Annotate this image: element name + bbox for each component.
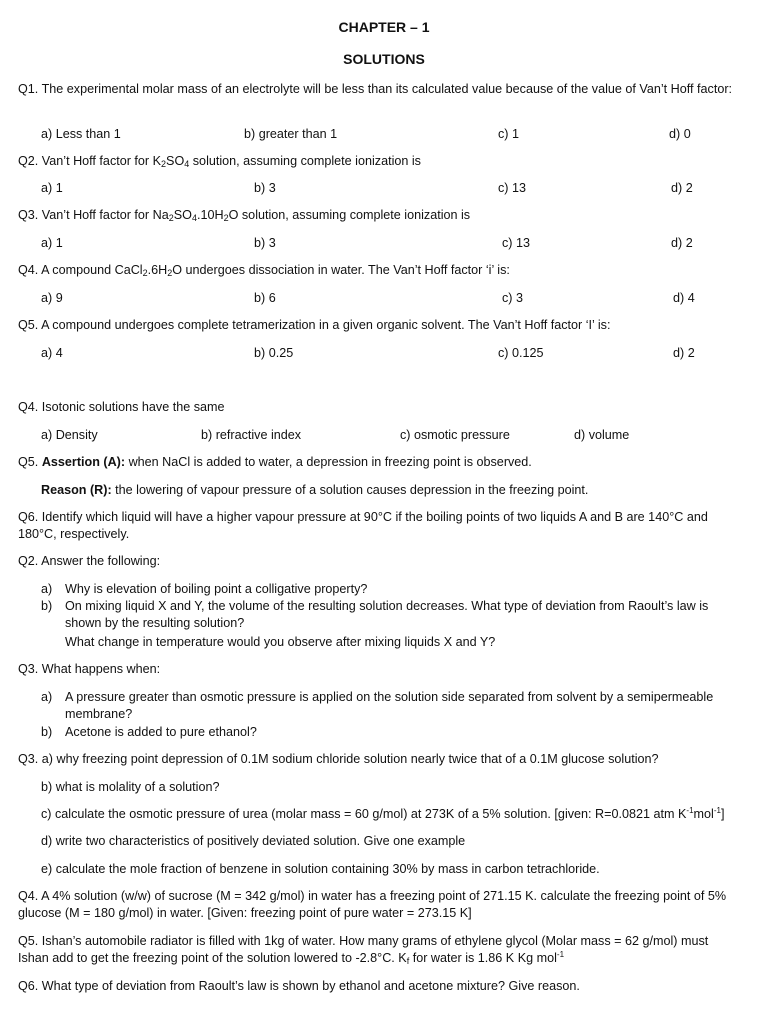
section-2-b-text: On mixing liquid X and Y, the volume of the resulting solution decreases. What type of deviation from Raoult’s law is shown by the resulting solution? bbox=[65, 599, 709, 630]
section-3b-a: Q3. a) why freezing point depression of 0.1M sodium chloride solution nearly twice that of a 0.1M glucose solution? bbox=[18, 752, 659, 766]
question-deviation: Q6. What type of deviation from Raoult’s law is shown by ethanol and acetone mixture? Give reason. bbox=[18, 979, 580, 993]
chapter-subtitle: SOLUTIONS bbox=[343, 51, 425, 67]
question-radiator: Q5. Ishan’s automobile radiator is filled with 1kg of water. How many grams of ethylene glycol (Molar mass = 62 g/mol) must Ishan add to get the freezing point of the solution lowered to -2.8°C. $K_f$ for water is 1.86 K Kg mol$^{-1}$ bbox=[18, 934, 709, 966]
mcq-5-option-b: b) 0.25 bbox=[254, 346, 294, 360]
mcq-1-option-c: c) 1 bbox=[498, 127, 519, 141]
section-3b-c: c) calculate the osmotic pressure of urea (molar mass = 60 g/mol) at 273K of a 5% solution. [given: R=0.0821 atm $K^{-1}mol^{-1}$] bbox=[41, 806, 725, 821]
section-3b-e: e) calculate the mole fraction of benzene in solution containing 30% by mass in carbon tetrachloride. bbox=[41, 862, 600, 876]
mcq-4-option-a: a) 9 bbox=[41, 291, 63, 305]
reason-label: Reason (R): bbox=[41, 483, 112, 497]
reason-line: Reason (R): the lowering of vapour pressure of a solution causes depression in the freezing point. bbox=[41, 483, 589, 497]
mcq-1-option-d: d) 0 bbox=[669, 127, 691, 141]
assertion-line: Q5. Assertion (A): when NaCl is added to water, a depression in freezing point is observed. bbox=[18, 455, 532, 469]
mcq-2-option-a: a) 1 bbox=[41, 181, 63, 195]
mcq-question-5: Q5. A compound undergoes complete tetramerization in a given organic solvent. The Van’t Hoff factor ‘I’ is: bbox=[18, 318, 611, 332]
mcq-1-option-a: a) Less than 1 bbox=[41, 127, 121, 141]
mcq-1-option-b: b) greater than 1 bbox=[244, 127, 338, 141]
mcq-2-option-c: c) 13 bbox=[498, 181, 526, 195]
mcq-3-option-d: d) 2 bbox=[671, 236, 693, 250]
mcq-5-option-a: a) 4 bbox=[41, 346, 63, 360]
mcq-4-option-c: c) 3 bbox=[502, 291, 523, 305]
mcq-question-4: Q4. A compound $CaCl_2.6H_2O$ undergoes dissociation in water. The Van’t Hoff factor ‘i’ is: bbox=[18, 263, 510, 278]
section-2-heading: Q2. Answer the following: bbox=[18, 554, 161, 568]
section-2-b-label: b) bbox=[41, 599, 53, 613]
question-sucrose-freezing: Q4. A 4% solution (w/w) of sucrose (M = 342 g/mol) in water has a freezing point of 271.15 K. calculate the freezing point of 5% glucose (M = 180 g/mol) in water. [Given: freezing point of pure water = 273.15 K] bbox=[18, 889, 727, 920]
mcq-2-option-b: b) 3 bbox=[254, 181, 276, 195]
mcq-5-option-d: d) 2 bbox=[673, 346, 695, 360]
mcq-question-1: Q1. The experimental molar mass of an electrolyte will be less than its calculated value because of the value of Van’t Hoff factor: bbox=[18, 82, 733, 96]
question-vapour-pressure: Q6. Identify which liquid will have a higher vapour pressure at 90°C if the boiling points of two liquids A and B are 140°C and 180°C, respectively. bbox=[18, 510, 708, 541]
section-3-b-text: Acetone is added to pure ethanol? bbox=[65, 725, 257, 739]
mcq-5-option-c: c) 0.125 bbox=[498, 346, 544, 360]
isotonic-option-a: a) Density bbox=[41, 428, 98, 442]
section-3-a-text: A pressure greater than osmotic pressure is applied on the solution side separated from solvent by a semipermeable membrane? bbox=[65, 690, 714, 721]
section-3-a-label: a) bbox=[41, 690, 53, 704]
isotonic-option-b: b) refractive index bbox=[201, 428, 302, 442]
section-3-heading: Q3. What happens when: bbox=[18, 662, 161, 676]
mcq-question-3: Q3. Van’t Hoff factor for $Na_2SO_4.10H_2O$ solution, assuming complete ionization is bbox=[18, 208, 471, 223]
section-2-b-text-2: What change in temperature would you observe after mixing liquids X and Y? bbox=[65, 635, 496, 649]
mcq-3-option-b: b) 3 bbox=[254, 236, 276, 250]
mcq-4-option-b: b) 6 bbox=[254, 291, 276, 305]
mcq-question-2: Q2. Van’t Hoff factor for $K_2SO_4$ solution, assuming complete ionization is bbox=[18, 154, 421, 169]
mcq-4-option-d: d) 4 bbox=[673, 291, 695, 305]
mcq-3-option-c: c) 13 bbox=[502, 236, 530, 250]
mcq-3-option-a: a) 1 bbox=[41, 236, 63, 250]
assertion-label: Assertion (A): bbox=[41, 455, 126, 469]
section-2-a-label: a) bbox=[41, 582, 53, 596]
section-3b-d: d) write two characteristics of positively deviated solution. Give one example bbox=[41, 834, 466, 848]
isotonic-option-c: c) osmotic pressure bbox=[400, 428, 510, 442]
isotonic-question: Q4. Isotonic solutions have the same bbox=[18, 400, 225, 414]
chapter-title: CHAPTER – 1 bbox=[338, 19, 430, 35]
mcq-2-option-d: d) 2 bbox=[671, 181, 693, 195]
section-3b-b: b) what is molality of a solution? bbox=[41, 780, 220, 794]
section-3-b-label: b) bbox=[41, 725, 53, 739]
isotonic-option-d: d) volume bbox=[574, 428, 630, 442]
section-2-a-text: Why is elevation of boiling point a colligative property? bbox=[65, 582, 368, 596]
